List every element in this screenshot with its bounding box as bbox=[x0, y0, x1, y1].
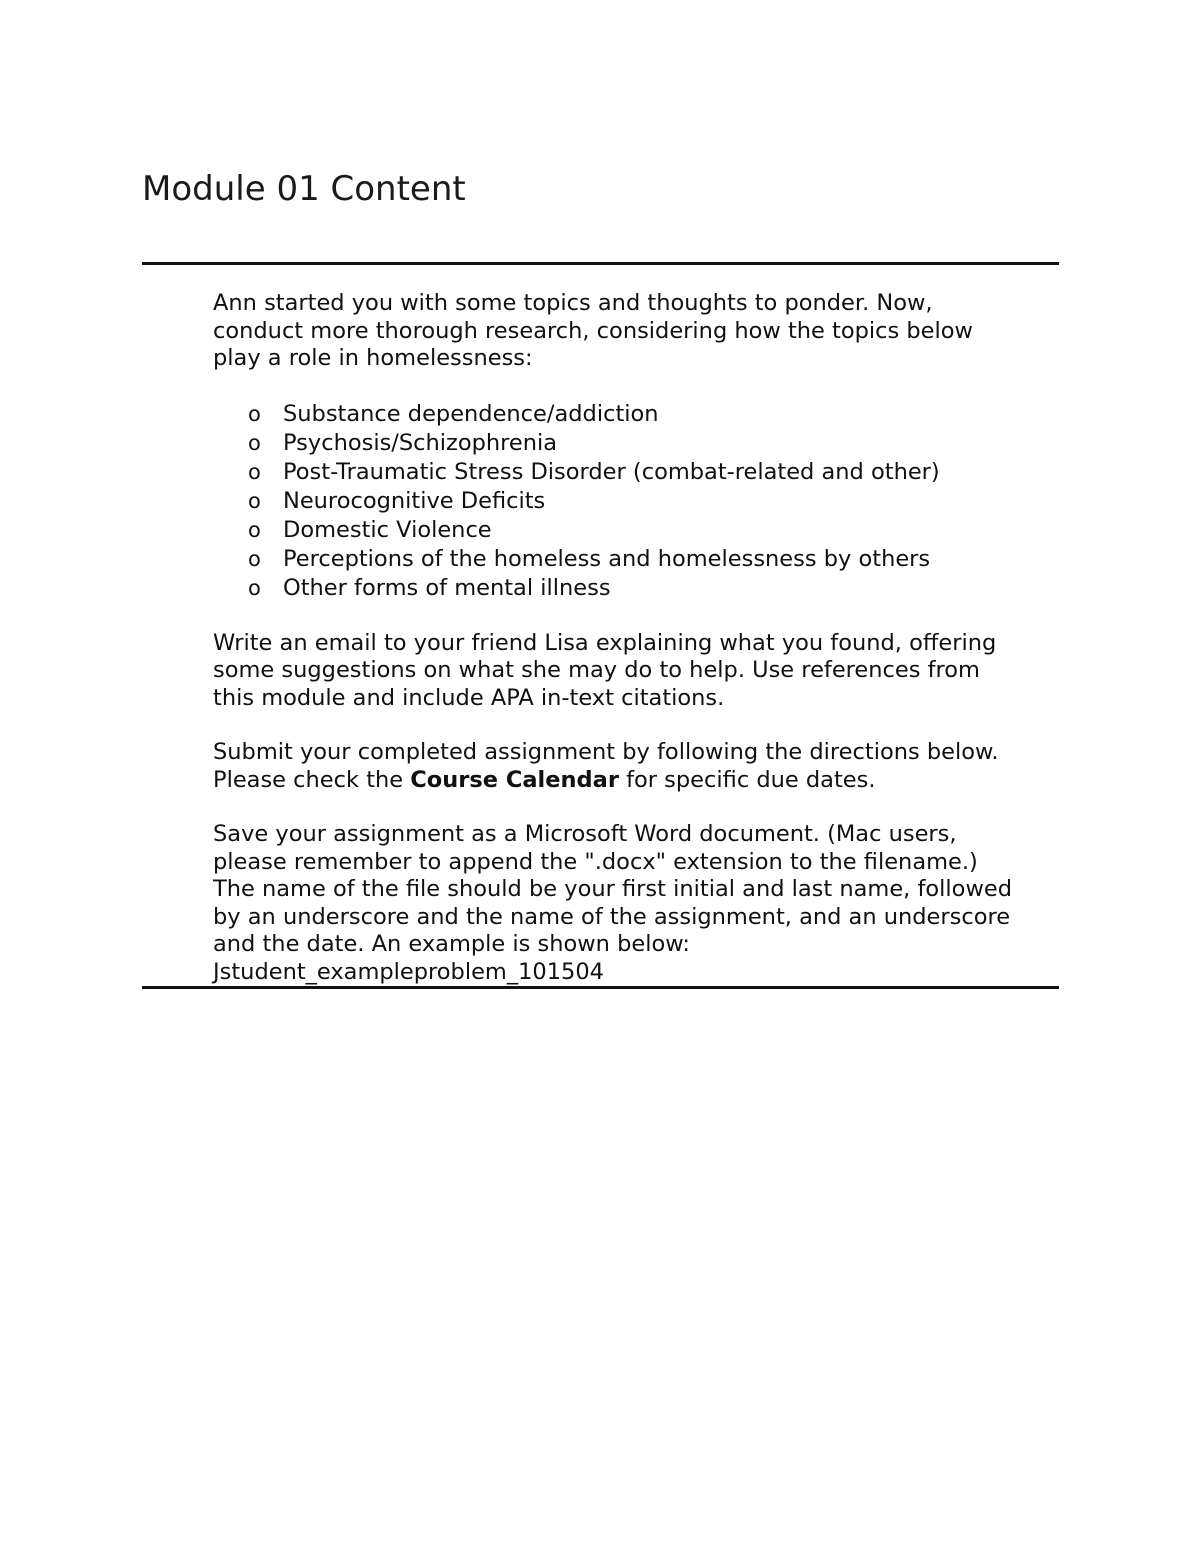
spacer bbox=[213, 712, 1073, 739]
save-instructions-paragraph: Save your assignment as a Microsoft Word document. (Mac users, please remember to append the ".docx" extension to the filename.) The name of the file should be your first initial and last name, followed by an underscore and the name of the assignment, and an underscore and the date. An example is shown below: bbox=[213, 821, 1012, 957]
list-item bbox=[213, 400, 1073, 429]
list-item bbox=[213, 574, 1073, 603]
intro-paragraph: Ann started you with some topics and thoughts to ponder. Now, conduct more thorough research, considering how the topics below play a role in homelessness: bbox=[213, 290, 973, 371]
bullet-icon: o bbox=[248, 546, 261, 571]
email-instructions-paragraph: Write an email to your friend Lisa explaining what you found, offering some suggestions on what she may do to help. Use references from this module and include APA in-text citations. bbox=[213, 629, 997, 711]
submit-paragraph bbox=[213, 739, 1073, 794]
spacer bbox=[213, 373, 1073, 400]
bullet-icon: o bbox=[248, 488, 261, 513]
list-item bbox=[213, 429, 1073, 458]
topic-text: Psychosis/Schizophrenia bbox=[283, 429, 558, 456]
topic-text: Other forms of mental illness bbox=[283, 574, 611, 601]
bottom-divider bbox=[142, 986, 1059, 989]
list-item bbox=[213, 458, 1073, 487]
bullet-icon: o bbox=[248, 430, 261, 455]
top-divider bbox=[142, 262, 1059, 265]
topic-text: Neurocognitive Deficits bbox=[283, 487, 546, 514]
submit-prefix: Please check the bbox=[213, 766, 411, 793]
list-item bbox=[213, 516, 1073, 545]
list-item bbox=[213, 545, 1073, 574]
topic-text: Post-Traumatic Stress Disorder (combat-related and other) bbox=[283, 458, 940, 485]
bullet-icon: o bbox=[248, 517, 261, 542]
filename-example: Jstudent_exampleproblem_101504 bbox=[213, 958, 604, 985]
bullet-icon: o bbox=[248, 459, 261, 484]
topic-text: Perceptions of the homeless and homelessness by others bbox=[283, 545, 931, 572]
submit-line: Submit your completed assignment by following the directions below. bbox=[213, 739, 999, 765]
spacer bbox=[213, 603, 1073, 630]
bullet-icon: o bbox=[248, 575, 261, 600]
course-calendar-label: Course Calendar bbox=[410, 766, 619, 793]
document-body bbox=[213, 290, 1073, 986]
topic-text: Domestic Violence bbox=[283, 516, 492, 543]
page-title: Module 01 Content bbox=[142, 169, 466, 209]
submit-suffix: for specific due dates. bbox=[618, 766, 876, 793]
list-item bbox=[213, 487, 1073, 516]
spacer bbox=[213, 794, 1073, 821]
bullet-icon: o bbox=[248, 401, 261, 426]
topics-list bbox=[213, 400, 1073, 603]
topic-text: Substance dependence/addiction bbox=[283, 400, 659, 427]
